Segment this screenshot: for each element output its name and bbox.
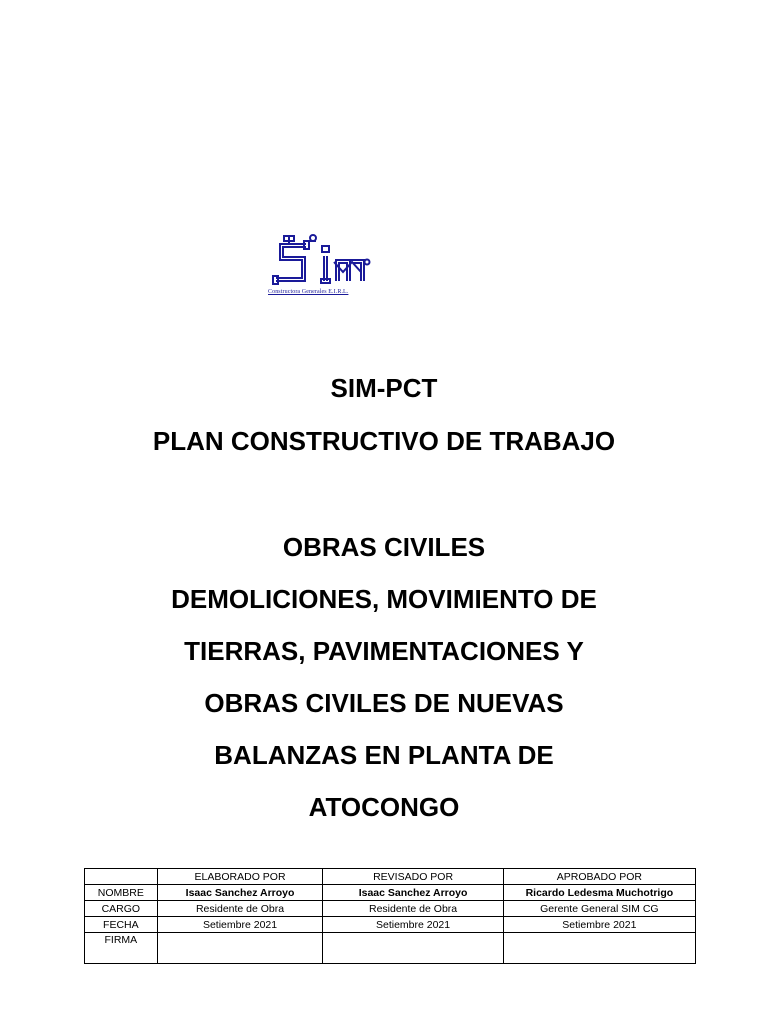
row-label: CARGO [85,901,158,917]
table-cell: Gerente General SIM CG [503,901,695,917]
header-revisado: REVISADO POR [323,869,503,885]
table-cell: Ricardo Ledesma Muchotrigo [503,885,695,901]
signature-cell [323,933,503,964]
subject-line: BALANZAS EN PLANTA DE [214,740,554,770]
table-cell: Isaac Sanchez Arroyo [323,885,503,901]
table-cell: Setiembre 2021 [323,917,503,933]
table-cell: Setiembre 2021 [157,917,323,933]
subject-line: DEMOLICIONES, MOVIMIENTO DE [171,584,597,614]
subject-line: OBRAS CIVILES [282,532,486,562]
table-cell: Setiembre 2021 [503,917,695,933]
header-cell [85,869,158,885]
header-aprobado: APROBADO POR [503,869,695,885]
table-row-firma [85,933,696,964]
row-label: FECHA [85,917,158,933]
subject-line: OBRAS CIVILES DE NUEVAS [204,688,564,718]
table-cell: Residente de Obra [323,901,503,917]
document-title: PLAN CONSTRUCTIVO DE TRABAJO [152,426,616,456]
logo-caption: Constructora Generales E.I.R.L. [268,289,349,295]
signature-cell [157,933,323,964]
subject-line: TIERRAS, PAVIMENTACIONES Y [184,636,584,666]
row-label: NOMBRE [85,885,158,901]
document-subject [60,531,708,843]
signature-cell [503,933,695,964]
approval-table [84,868,696,964]
table-row-nombre [85,885,696,901]
table-header-row [85,869,696,885]
table-row-cargo [85,901,696,917]
row-label: FIRMA [85,933,158,964]
subject-line: ATOCONGO [308,792,460,822]
document-code: SIM-PCT [330,373,438,403]
table-row-fecha [85,917,696,933]
table-cell: Residente de Obra [157,901,323,917]
header-elaborado: ELABORADO POR [157,869,323,885]
table-cell: Isaac Sanchez Arroyo [157,885,323,901]
